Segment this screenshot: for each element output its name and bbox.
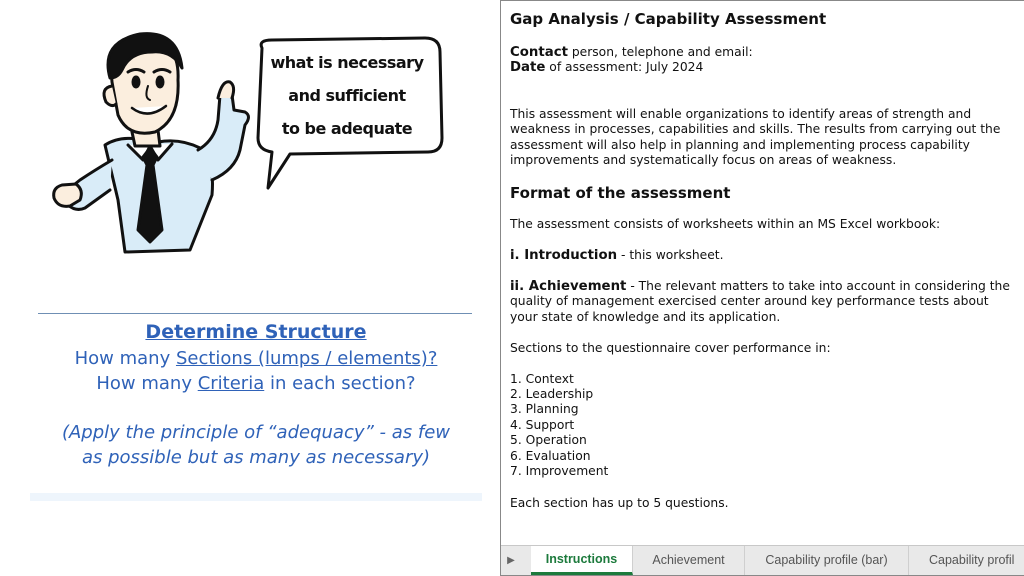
bubble-line: and sufficient	[288, 86, 406, 105]
achievement-paragraph	[510, 279, 1015, 325]
date-text: of assessment: July 2024	[545, 60, 704, 74]
q2-prefix: How many	[96, 373, 198, 394]
section-item: 2. Leadership	[510, 387, 594, 401]
sections-question	[30, 346, 482, 371]
bubble-line: what is necessary	[270, 53, 424, 72]
section-item: 6. Evaluation	[510, 449, 591, 463]
section-item: 4. Support	[510, 418, 575, 432]
left-panel	[0, 0, 500, 576]
tab-capability-profile[interactable]: Capability profil	[929, 553, 1015, 567]
format-heading: Format of the assessment	[510, 184, 731, 202]
section-item: 3. Planning	[510, 402, 579, 416]
consists-text: The assessment consists of worksheets within an MS Excel workbook:	[510, 217, 941, 231]
contact-label: Contact	[510, 45, 568, 60]
intro-paragraph: This assessment will enable organizations to identify areas of strength and weakness in processes, capabilities and skills. The results from carrying out the assessment will also help in planning and implementing process capability improvements and systematically focus on areas of weakness.	[510, 107, 1001, 167]
date-label: Date	[510, 60, 546, 75]
introduction-line	[510, 248, 724, 263]
businessman-figure	[54, 34, 249, 252]
sheet-title: Gap Analysis / Capability Assessment	[510, 10, 827, 28]
tab-instructions[interactable]: Instructions	[531, 546, 633, 575]
structure-text-box	[30, 318, 482, 470]
adequacy-note-line: (Apply the principle of “adequacy” - as few	[61, 422, 451, 443]
section-item: 5. Operation	[510, 433, 587, 447]
sections-link: Sections (lumps / elements)?	[175, 348, 438, 369]
q2-suffix: in each section?	[264, 373, 416, 394]
adequacy-note-line: as possible but as many as necessary)	[81, 447, 431, 468]
structure-title: Determine Structure	[145, 321, 367, 343]
q1-prefix: How many	[74, 348, 176, 369]
achievement-text: - The relevant matters to take into account in considering the quality of management exercised center around key performance tests about your state of knowledge and its application.	[510, 279, 1010, 324]
sheet-tab-bar	[501, 545, 1024, 575]
contact-text: person, telephone and email:	[567, 45, 753, 59]
spreadsheet-window	[500, 0, 1024, 576]
speech-bubble-text	[262, 46, 432, 145]
criteria-link: Criteria	[197, 373, 265, 394]
each-section-text: Each section has up to 5 questions.	[510, 496, 729, 510]
section-item: 7. Improvement	[510, 464, 609, 478]
tab-capability-profile-bar[interactable]: Capability profile (bar)	[745, 546, 909, 575]
date-line	[510, 60, 703, 75]
sections-intro-text: Sections to the questionnaire cover performance in:	[510, 341, 831, 355]
section-item: 1. Context	[510, 372, 574, 386]
contact-line	[510, 45, 753, 60]
introduction-label: i. Introduction	[510, 248, 618, 263]
bubble-line: to be adequate	[281, 119, 413, 138]
criteria-question	[30, 371, 482, 396]
triangle-right-icon[interactable]: ▶	[507, 555, 515, 566]
bottom-decorative-bar	[30, 493, 482, 501]
achievement-label: ii. Achievement	[510, 279, 627, 294]
divider-line	[38, 313, 472, 314]
adequacy-note	[30, 420, 482, 470]
tab-achievement[interactable]: Achievement	[633, 546, 745, 575]
introduction-text: - this worksheet.	[617, 248, 724, 262]
